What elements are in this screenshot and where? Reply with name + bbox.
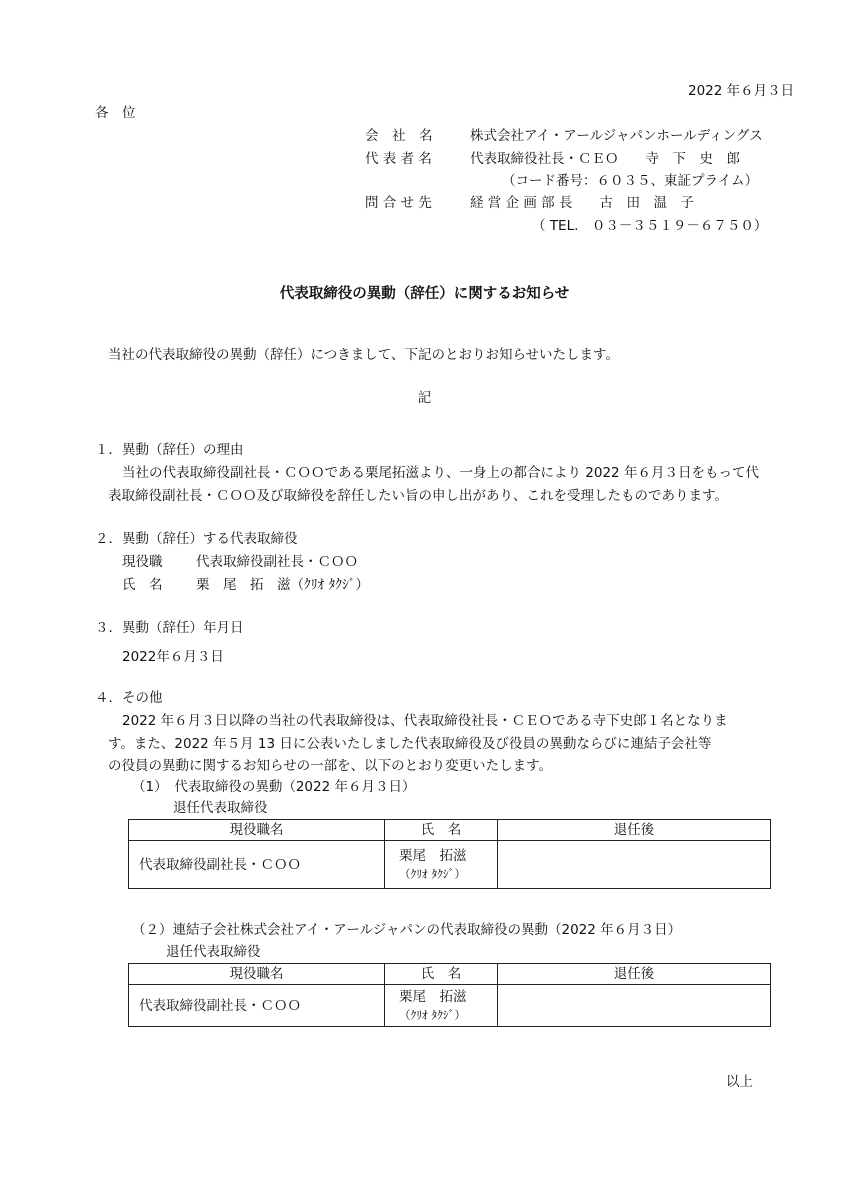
contact-tel: （ TEL. ０３－３５１９－６７５０） — [532, 218, 768, 234]
subsection2-caption: 退任代表取締役 — [166, 944, 261, 960]
position-value: 代表取締役副社長・ＣＯＯ — [196, 554, 358, 570]
cell-after — [498, 841, 771, 889]
subsection2-heading: （２）連結子会社株式会社アイ・アールジャパンの代表取締役の異動（2022 年６月３日） — [132, 922, 682, 938]
stock-code: （コード番号：６０３５、東証プライム） — [502, 173, 759, 189]
name-value: 栗 尾 拓 滋（ｸﾘｵ ﾀｸｼﾞ） — [196, 577, 370, 593]
cell-position: 代表取締役副社長・ＣＯＯ — [129, 841, 385, 889]
header-name: 氏 名 — [385, 820, 498, 841]
cell-name-kanji: 栗尾 拓滋 — [399, 847, 467, 864]
intro-text: 当社の代表取締役の異動（辞任）につきまして、下記のとおりお知らせいたします。 — [108, 347, 619, 363]
header-position: 現役職名 — [129, 964, 385, 985]
company-value: 株式会社アイ・アールジャパンホールディングス — [470, 128, 763, 144]
section4-line1: 2022 年６月３日以降の当社の代表取締役は、代表取締役社長・ＣＥＯである寺下史郎１名となりま — [122, 713, 728, 729]
contact-value: 経 営 企 画 部 長 古 田 温 子 — [470, 195, 694, 211]
header-position: 現役職名 — [129, 820, 385, 841]
section2-heading: ２．異動（辞任）する代表取締役 — [95, 531, 298, 547]
resignation-date: 2022年６月３日 — [122, 649, 224, 665]
header-after: 退任後 — [498, 964, 771, 985]
header-after: 退任後 — [498, 820, 771, 841]
section4-line3: の役員の異動に関するお知らせの一部を、以下のとおり変更いたします。 — [108, 758, 553, 774]
section1-line1: 当社の代表取締役副社長・ＣＯＯである栗尾拓滋より、一身上の都合により 2022 年６月３日をもって代 — [122, 465, 759, 481]
table-header-row — [129, 964, 771, 985]
section4-heading: ４．その他 — [95, 690, 163, 706]
cell-name-kana: （ｸﾘｵ ﾀｸｼﾞ） — [399, 866, 466, 881]
section3-heading: ３．異動（辞任）年月日 — [95, 620, 244, 636]
document-date: 2022 年６月３日 — [688, 83, 795, 99]
subsection1-heading: （1） 代表取締役の異動（2022 年６月３日） — [132, 779, 416, 795]
cell-name-kana: （ｸﾘｵ ﾀｸｼﾞ） — [399, 1007, 466, 1022]
cell-name — [385, 985, 498, 1027]
section1-line2: 表取締役副社長・ＣＯＯ及び取締役を辞任したい旨の申し出があり、これを受理したものであります。 — [108, 488, 728, 504]
representative-label: 代 表 者 名 — [365, 151, 432, 167]
representative-value: 代表取締役社長・ＣＥＯ 寺 下 史 郎 — [470, 151, 740, 167]
closing-mark: 以上 — [726, 1074, 753, 1090]
cell-position: 代表取締役副社長・ＣＯＯ — [129, 985, 385, 1027]
subsection1-caption: 退任代表取締役 — [173, 800, 268, 816]
cell-name-kanji: 栗尾 拓滋 — [399, 988, 467, 1005]
cell-after — [498, 985, 771, 1027]
table-header-row — [129, 820, 771, 841]
ki-mark: 記 — [417, 390, 432, 406]
name-label: 氏 名 — [122, 577, 163, 593]
table-row — [129, 841, 771, 889]
section1-heading: １．異動（辞任）の理由 — [95, 442, 244, 458]
section4-line2: す。また、2022 年５月 13 日に公表いたしました代表取締役及び役員の異動ならびに連結子会社等 — [108, 736, 712, 752]
table-row — [129, 985, 771, 1027]
company-label: 会 社 名 — [365, 128, 433, 144]
resignation-table-1 — [128, 819, 771, 889]
contact-label: 問 合 せ 先 — [365, 195, 432, 211]
document-title: 代表取締役の異動（辞任）に関するお知らせ — [279, 286, 570, 302]
cell-name — [385, 841, 498, 889]
resignation-table-2 — [128, 963, 771, 1027]
header-name: 氏 名 — [385, 964, 498, 985]
addressee: 各 位 — [95, 105, 136, 121]
position-label: 現役職 — [122, 554, 163, 570]
